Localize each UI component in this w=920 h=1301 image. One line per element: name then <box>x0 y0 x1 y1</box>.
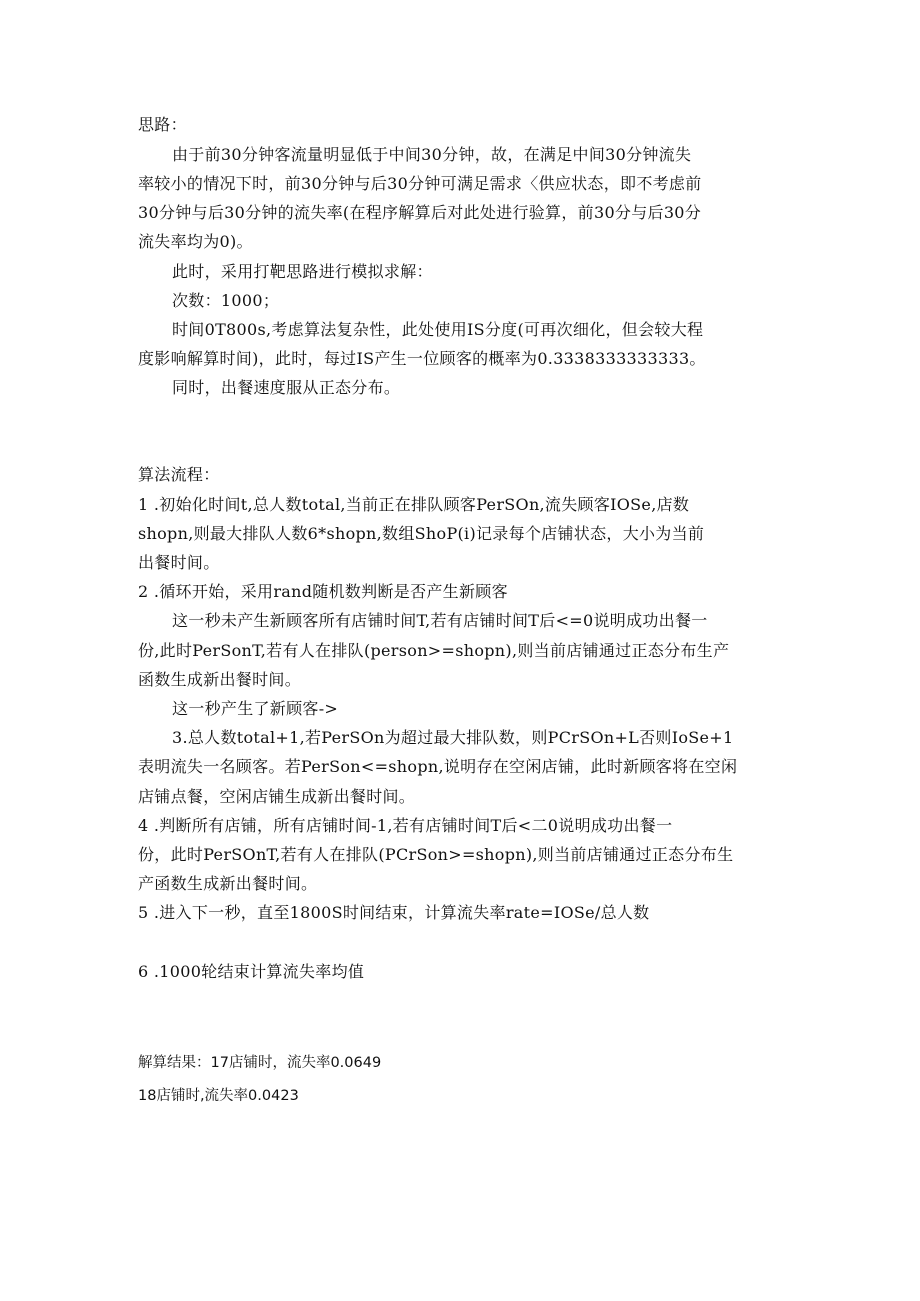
result-line: 解算结果：17店铺时，流失率0.0649 <box>138 1055 382 1071</box>
list-item: 这一秒产生了新顾客-> <box>172 699 339 718</box>
paragraph-line: 由于前30分钟客流量明显低于中间30分钟，故，在满足中间30分钟流失 <box>172 145 692 164</box>
algorithm-heading: 算法流程： <box>138 465 220 484</box>
paragraph-line: 率较小的情况下时，前30分钟与后30分钟可满足需求〈供应状态，即不考虑前 <box>138 174 702 193</box>
list-item: shopn,则最大排队人数6*shopn,数组ShoP(i)记录每个店铺状态，大小为当前 <box>138 524 705 543</box>
list-item: 出餐时间。 <box>138 553 220 572</box>
result-line: 18店铺时,流失率0.0423 <box>138 1088 299 1104</box>
list-item: 1 .初始化时间t,总人数total,当前正在排队顾客PerSOn,流失顾客IOSe,店数 <box>138 495 690 514</box>
paragraph-line: 30分钟与后30分钟的流失率(在程序解算后对此处进行验算，前30分与后30分 <box>138 203 702 222</box>
paragraph-line: 时间0T800s,考虑算法复杂性，此处使用IS分度(可再次细化，但会较大程 <box>172 320 704 339</box>
list-item: 4 .判断所有店铺，所有店铺时间-1,若有店铺时间T后<二0说明成功出餐一 <box>138 816 673 835</box>
list-item: 3.总人数total+1,若PerSOn为超过最大排队数，则PCrSOn+L否则IoSe+1 <box>172 728 734 747</box>
list-item: 5 .进入下一秒，直至1800S时间结束，计算流失率rate=IOSe/总人数 <box>138 903 650 922</box>
paragraph-line: 度影响解算时间)，此时，每过IS产生一位顾客的概率为0.3338333333333。 <box>138 349 706 368</box>
list-item: 2 .循环开始，采用rand随机数判断是否产生新顾客 <box>138 582 508 601</box>
paragraph-line: 次数：1000； <box>172 291 280 310</box>
list-item: 产函数生成新出餐时间。 <box>138 874 318 893</box>
list-item: 份,此时PerSonT,若有人在排队(person>=shopn),则当前店铺通过正态分布生产 <box>138 641 730 660</box>
list-item: 表明流失一名顾客。若PerSon<=shopn,说明存在空闲店铺，此时新顾客将在空闲 <box>138 757 738 776</box>
list-item: 店铺点餐，空闲店铺生成新出餐时间。 <box>138 787 416 806</box>
paragraph-line: 同时，出餐速度服从正态分布。 <box>172 378 401 397</box>
paragraph-line: 此时，采用打靶思路进行模拟求解： <box>172 262 433 281</box>
list-item: 6 .1000轮结束计算流失率均值 <box>138 962 365 981</box>
paragraph-line: 流失率均为0)。 <box>138 232 253 251</box>
list-item: 函数生成新出餐时间。 <box>138 670 302 689</box>
list-item: 份，此时PerSOnT,若有人在排队(PCrSon>=shopn),则当前店铺通过正态分布生 <box>138 845 734 864</box>
list-item: 这一秒未产生新顾客所有店铺时间T,若有店铺时间T后<=0说明成功出餐一 <box>172 611 708 630</box>
approach-heading: 思路： <box>138 115 187 134</box>
